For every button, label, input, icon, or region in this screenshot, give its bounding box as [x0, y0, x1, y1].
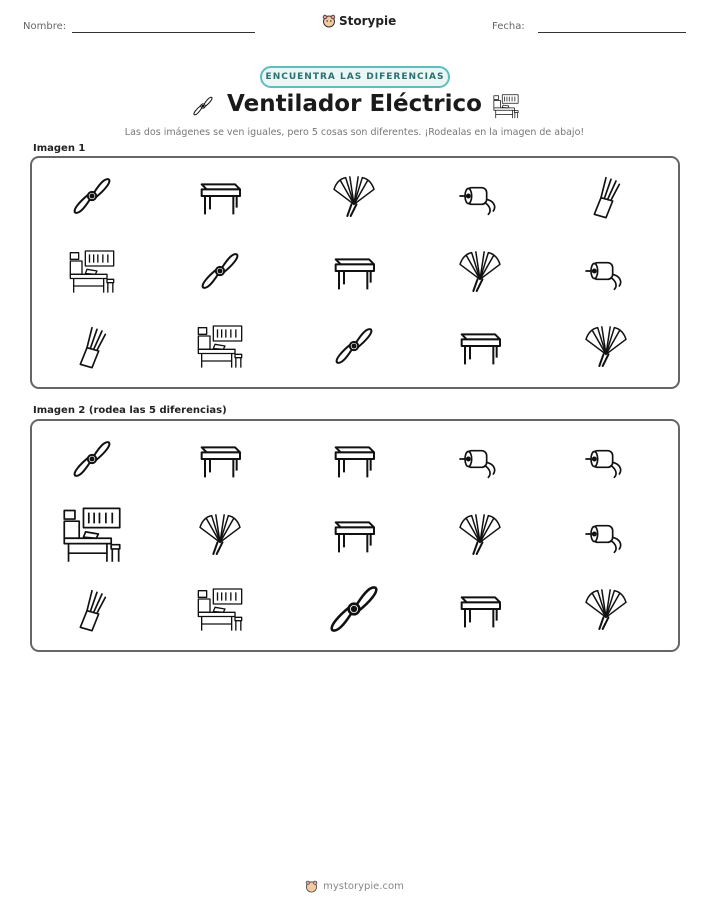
- table-icon[interactable]: [188, 427, 252, 491]
- table-icon: [448, 314, 512, 378]
- workbench-icon[interactable]: [188, 577, 252, 641]
- wires-icon[interactable]: [60, 577, 124, 641]
- hand-fan-icon: [448, 239, 512, 303]
- footer: [0, 880, 709, 893]
- propeller-icon: [60, 164, 124, 228]
- wires-icon: [60, 314, 124, 378]
- table-icon: [322, 239, 386, 303]
- workbench-icon: [60, 239, 124, 303]
- table-icon[interactable]: [322, 502, 386, 566]
- motor-icon: [574, 239, 638, 303]
- propeller-icon: [322, 314, 386, 378]
- find-differences-badge: ENCUENTRA LAS DIFERENCIAS: [260, 66, 450, 88]
- image2-label: Imagen 2 (rodea las 5 diferencias): [33, 405, 227, 416]
- brand-logo: [322, 14, 396, 28]
- name-line[interactable]: [72, 32, 255, 33]
- date-line[interactable]: [538, 32, 686, 33]
- hand-fan-icon: [574, 314, 638, 378]
- motor-icon: [448, 164, 512, 228]
- hand-fan-icon[interactable]: [448, 502, 512, 566]
- wires-icon: [574, 164, 638, 228]
- storypie-mascot-icon: [322, 14, 336, 28]
- motor-icon[interactable]: [574, 427, 638, 491]
- motor-icon[interactable]: [574, 502, 638, 566]
- date-label: Fecha:: [492, 21, 525, 32]
- propeller-icon[interactable]: [60, 427, 124, 491]
- storypie-mascot-icon: [305, 880, 318, 893]
- hand-fan-icon: [322, 164, 386, 228]
- hand-fan-icon[interactable]: [574, 577, 638, 641]
- table-icon: [188, 164, 252, 228]
- brand-name: Storypie: [339, 14, 397, 28]
- instructions: Las dos imágenes se ven iguales, pero 5 cosas son diferentes. ¡Rodealas en la imagen de abajo!: [124, 127, 585, 138]
- page-title: Ventilador Eléctrico: [227, 91, 482, 117]
- footer-url: mystorypie.com: [323, 881, 404, 892]
- image1-label: Imagen 1: [33, 143, 86, 154]
- workbench-icon: [490, 92, 522, 124]
- hand-fan-icon[interactable]: [188, 502, 252, 566]
- table-icon[interactable]: [322, 427, 386, 491]
- workbench-icon[interactable]: [60, 502, 124, 566]
- table-icon[interactable]: [448, 577, 512, 641]
- motor-icon[interactable]: [448, 427, 512, 491]
- name-label: Nombre:: [23, 21, 67, 32]
- propeller-icon[interactable]: [322, 577, 386, 641]
- propeller-icon: [188, 239, 252, 303]
- workbench-icon: [188, 314, 252, 378]
